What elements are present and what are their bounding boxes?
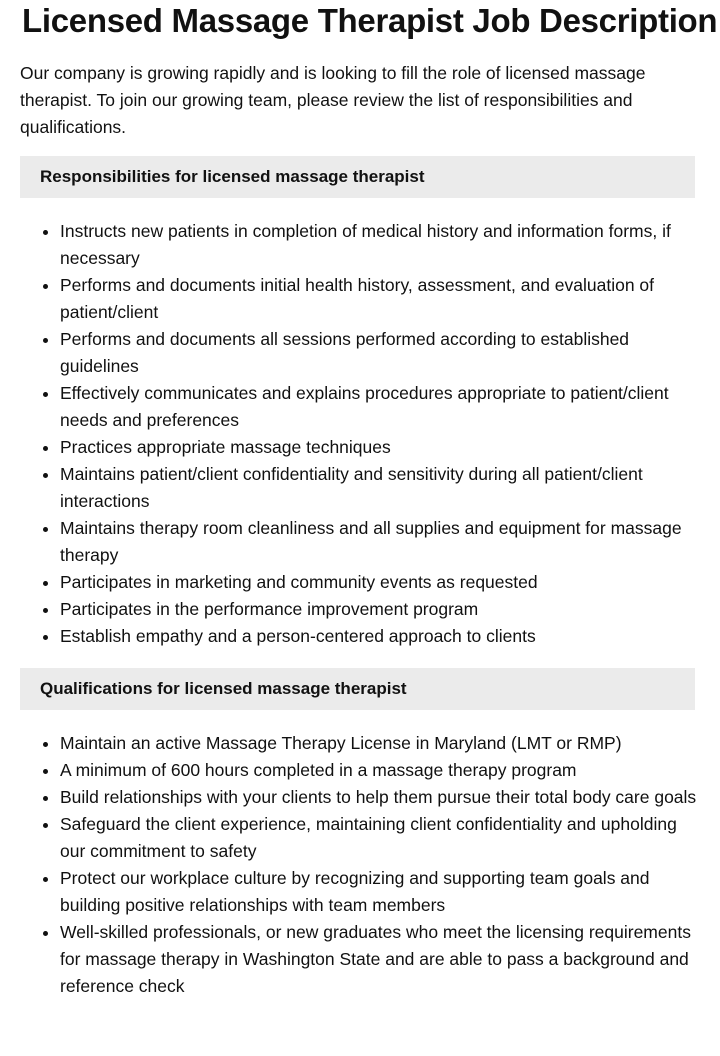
list-item: • Well-skilled professionals, or new graduates who meet the licensing requirements for massage therapy in Washington State and are able to pass a background and reference check <box>60 919 700 1000</box>
qualifications-section <box>0 668 700 1000</box>
section-heading: Responsibilities for licensed massage therapist <box>20 156 695 198</box>
intro-text: Our company is growing rapidly and is looking to fill the role of licensed massage therapist. To join our growing team, please review the list of responsibilities and qualifications. <box>20 63 646 137</box>
section-heading: Qualifications for licensed massage therapist <box>20 668 695 710</box>
list-item: • Build relationships with your clients to help them pursue their total body care goals <box>60 784 700 811</box>
list-item: • Instructs new patients in completion of medical history and information forms, if necessary <box>60 218 700 272</box>
qualifications-list <box>0 730 700 1000</box>
list-item: • Participates in marketing and community events as requested <box>60 569 700 596</box>
list-item: • Maintains therapy room cleanliness and all supplies and equipment for massage therapy <box>60 515 700 569</box>
list-item: • Establish empathy and a person-centered approach to clients <box>60 623 700 650</box>
responsibilities-section <box>0 156 700 650</box>
responsibilities-list <box>0 218 700 650</box>
list-item: • Practices appropriate massage techniques <box>60 434 700 461</box>
list-item: • Performs and documents all sessions performed according to established guidelines <box>60 326 700 380</box>
list-item: • A minimum of 600 hours completed in a massage therapy program <box>60 757 700 784</box>
list-item: • Maintain an active Massage Therapy License in Maryland (LMT or RMP) <box>60 730 700 757</box>
list-item: • Safeguard the client experience, maintaining client confidentiality and upholding our commitment to safety <box>60 811 700 865</box>
page-title: Licensed Massage Therapist Job Description <box>22 2 718 39</box>
list-item: • Maintains patient/client confidentiality and sensitivity during all patient/client interactions <box>60 461 700 515</box>
list-item: • Participates in the performance improvement program <box>60 596 700 623</box>
list-item: • Performs and documents initial health history, assessment, and evaluation of patient/client <box>60 272 700 326</box>
list-item: • Effectively communicates and explains procedures appropriate to patient/client needs and preferences <box>60 380 700 434</box>
list-item: • Protect our workplace culture by recognizing and supporting team goals and building positive relationships with team members <box>60 865 700 919</box>
